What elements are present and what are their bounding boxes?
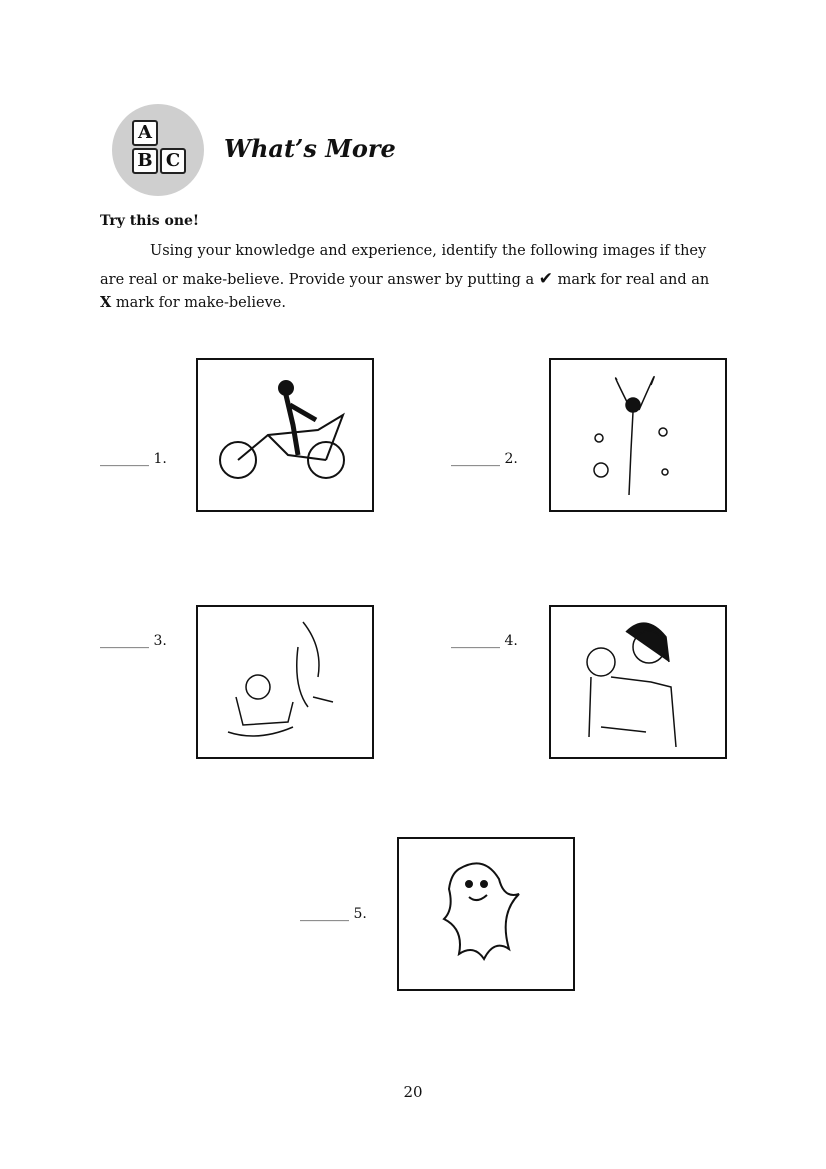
block-a: A xyxy=(132,120,158,146)
ghost-image xyxy=(397,837,575,991)
motorcycle-image xyxy=(196,358,374,512)
fairy-image xyxy=(549,358,727,512)
check-mark-icon: ✔ xyxy=(538,269,554,289)
mother-child-image xyxy=(549,605,727,759)
page-number: 20 xyxy=(403,1083,423,1101)
answer-blank-4[interactable]: _______ 4. xyxy=(451,633,518,649)
subtitle: Try this one! xyxy=(100,213,200,229)
block-b: B xyxy=(132,148,158,174)
abc-blocks-icon xyxy=(112,104,204,196)
section-title: What’s More xyxy=(224,134,396,163)
answer-blank-5[interactable]: _______ 5. xyxy=(300,906,367,922)
answer-blank-3[interactable]: _______ 3. xyxy=(100,633,167,649)
x-mark: X xyxy=(100,294,112,311)
santa-sleigh-image xyxy=(196,605,374,759)
text: mark for real and an xyxy=(553,272,710,288)
answer-blank-1[interactable]: _______ 1. xyxy=(100,451,167,467)
instruction-line-3 xyxy=(100,294,286,311)
text: are real or make-believe. Provide your answer by putting a xyxy=(100,272,539,288)
text: mark for make-believe. xyxy=(111,295,286,311)
answer-blank-2[interactable]: _______ 2. xyxy=(451,451,518,467)
instruction-line-1: Using your knowledge and experience, identify the following images if they xyxy=(150,243,707,259)
instruction-line-2 xyxy=(100,269,709,289)
block-c: C xyxy=(160,148,186,174)
